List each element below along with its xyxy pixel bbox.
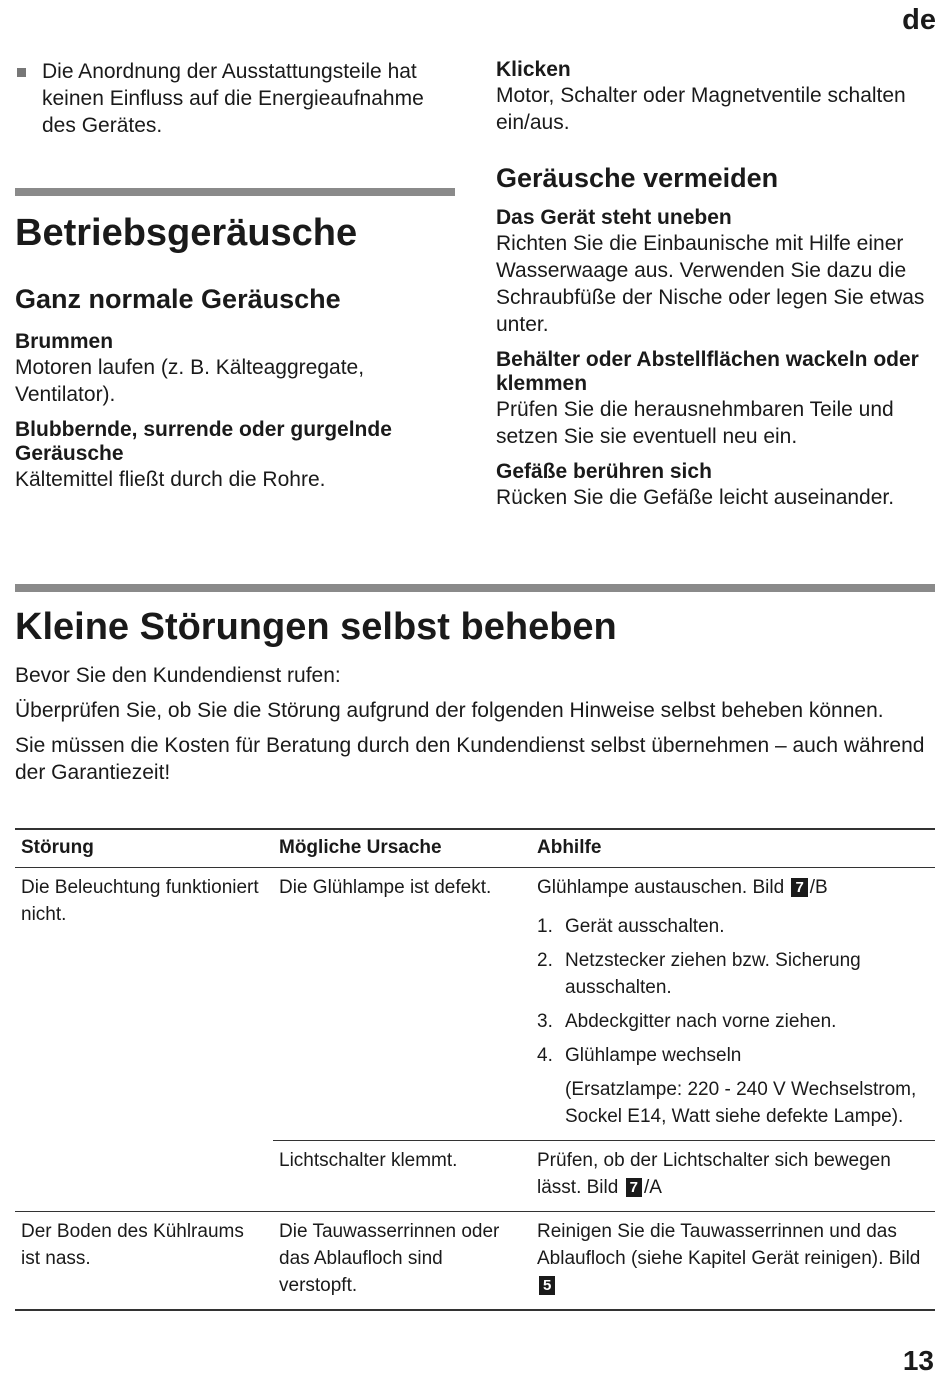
problem-cell: Die Beleuchtung funktioniert nicht.	[15, 868, 273, 1212]
remedy-text: Reinigen Sie die Tauwasserrinnen und das Ablaufloch (siehe Kapitel Gerät reinigen). Bild	[537, 1221, 921, 1269]
header-abhilfe: Abhilfe	[531, 829, 935, 868]
noise-item	[15, 330, 455, 408]
remedy-cell	[531, 868, 935, 1141]
remedy-text: Prüfen, ob der Lichtschalter sich bewegen lässt. Bild	[537, 1150, 891, 1198]
step-list	[537, 913, 929, 1069]
step-number: 4.	[537, 1045, 553, 1066]
left-column	[15, 58, 455, 493]
remedy-cell	[531, 1141, 935, 1212]
right-column	[496, 58, 936, 511]
avoid-item-title: Behälter oder Abstellflächen wackeln oder klemmen	[496, 348, 919, 395]
step-item	[537, 1042, 929, 1069]
section-rule	[15, 584, 935, 592]
avoid-item-text: Prüfen Sie die herausnehmbaren Teile und setzen Sie sie eventuell neu ein.	[496, 398, 894, 448]
step-text: Gerät ausschalten.	[565, 916, 725, 937]
troubleshooting-section	[15, 584, 935, 786]
step-item	[537, 1008, 929, 1035]
subheading-avoid-noises: Geräusche vermeiden	[496, 163, 779, 193]
step-text: Netzstecker ziehen bzw. Sicherung ausschalten.	[565, 950, 861, 998]
avoid-item-title: Gefäße berühren sich	[496, 460, 712, 483]
bullet-text: Die Anordnung der Ausstattungsteile hat keinen Einfluss auf die Energieaufnahme des Gerätes.	[42, 60, 424, 137]
section-rule	[15, 188, 455, 196]
noise-item-text: Kältemittel fließt durch die Rohre.	[15, 468, 326, 491]
intro-paragraph: Bevor Sie den Kundendienst rufen:	[15, 664, 341, 687]
figure-badge: 5	[539, 1276, 555, 1295]
avoid-item-text: Rücken Sie die Gefäße leicht auseinander.	[496, 486, 895, 509]
header-stoerung: Störung	[15, 829, 273, 868]
remedy-cell	[531, 1212, 935, 1311]
avoid-item	[496, 206, 936, 338]
step-text: Abdeckgitter nach vorne ziehen.	[565, 1011, 837, 1032]
table-header-row	[15, 829, 935, 868]
troubleshooting-table	[15, 828, 935, 1311]
step-item	[537, 947, 929, 1001]
noise-item-text: Motoren laufen (z. B. Kälteaggregate, Ventilator).	[15, 356, 365, 406]
square-bullet-icon	[17, 68, 26, 77]
figure-badge: 7	[791, 878, 807, 897]
figure-suffix: /A	[643, 1177, 662, 1198]
table-row	[15, 1212, 935, 1311]
table-row	[15, 868, 935, 1141]
noise-item-title: Klicken	[496, 58, 571, 81]
noise-item-title: Brummen	[15, 330, 114, 353]
page-number: 13	[902, 1345, 934, 1376]
cause-cell: Die Tauwasserrinnen oder das Ablaufloch sind verstopft.	[273, 1212, 531, 1311]
noise-item-klicken	[496, 58, 936, 136]
avoid-item-text: Richten Sie die Einbaunische mit Hilfe einer Wasserwaage aus. Verwenden Sie dazu die Schraubfüße der Nische oder legen Sie etwas unter.	[496, 232, 925, 336]
step-item	[537, 913, 929, 940]
step-number: 3.	[537, 1011, 553, 1032]
avoid-item	[496, 460, 936, 511]
intro-paragraph: Überprüfen Sie, ob Sie die Störung aufgrund der folgenden Hinweise selbst beheben können.	[15, 699, 884, 722]
figure-badge: 7	[626, 1178, 642, 1197]
noise-item-text: Motor, Schalter oder Magnetventile schalten ein/aus.	[496, 84, 906, 134]
noise-item-title: Blubbernde, surrende oder gurgelnde Geräusche	[15, 418, 392, 465]
step-text: Glühlampe wechseln	[565, 1045, 742, 1066]
avoid-item-title: Das Gerät steht uneben	[496, 206, 732, 229]
bullet-item	[15, 58, 455, 139]
noise-item	[15, 418, 455, 493]
language-tag: de	[902, 4, 936, 36]
intro-paragraph: Sie müssen die Kosten für Beratung durch den Kundendienst selbst übernehmen – auch während der Garantiezeit!	[15, 734, 925, 784]
cause-cell: Die Glühlampe ist defekt.	[273, 868, 531, 1141]
figure-suffix: /B	[809, 877, 828, 898]
header-ursache: Mögliche Ursache	[273, 829, 531, 868]
step-number: 2.	[537, 950, 553, 971]
heading-troubleshooting: Kleine Störungen selbst beheben	[15, 606, 617, 648]
step-number: 1.	[537, 916, 553, 937]
problem-cell: Der Boden des Kühlraums ist nass.	[15, 1212, 273, 1311]
remedy-text: Glühlampe austauschen. Bild	[537, 877, 785, 898]
avoid-item	[496, 348, 936, 450]
lamp-note: (Ersatzlampe: 220 - 240 V Wechselstrom, Sockel E14, Watt siehe defekte Lampe).	[565, 1079, 917, 1127]
heading-betriebsgeraeusche: Betriebsgeräusche	[15, 212, 358, 254]
subheading-normal-noises: Ganz normale Geräusche	[15, 284, 341, 314]
cause-cell: Lichtschalter klemmt.	[273, 1141, 531, 1212]
